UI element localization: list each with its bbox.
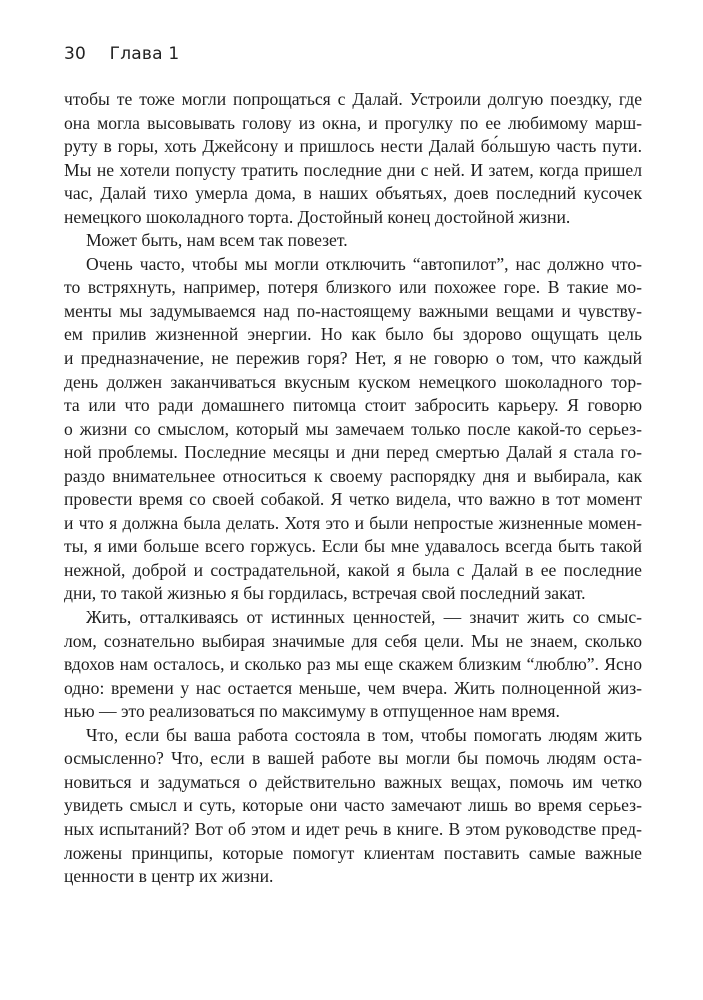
text-line: провести время со своей собакой. Я четко видела, что важно в тот момент — [64, 489, 642, 510]
page-number: 30 — [64, 44, 87, 64]
running-header — [64, 44, 179, 64]
text-line: ложены принципы, которые помогут клиентам поставить самые важные — [64, 842, 642, 863]
text-line: ценности в центр их жизни. — [64, 866, 274, 887]
text-line: нежной, доброй и сострадательной, какой я была с Далай в ее последние — [64, 559, 642, 580]
text-line: день должен заканчиваться вкусным куском немецкого шоколадного тор- — [64, 371, 642, 392]
text-line: час, Далай тихо умерла дома, в наших объятьях, доев последний кусочек — [64, 183, 642, 204]
text-line: руту в горы, хоть Джейсону и пришлось нести Далай бо́льшую часть пути. — [64, 136, 642, 157]
text-line: Мы не хотели попусту тратить последние дни с ней. И затем, когда пришел — [64, 159, 642, 180]
text-line: она могла высовывать голову из окна, и прогулку по ее любимому марш- — [64, 112, 642, 133]
text-line: одно: времени у нас остается меньше, чем вчера. Жить полноценной жиз- — [64, 677, 642, 698]
text-line: раздо внимательнее относиться к своему распорядку дня и выбирала, как — [64, 465, 642, 486]
chapter-title: Глава 1 — [109, 44, 180, 64]
paragraph — [64, 253, 642, 606]
text-line: Может быть, нам всем так повезет. — [86, 230, 348, 251]
text-line: ной проблемы. Последние месяцы и дни перед смертью Далай я стала го- — [64, 442, 642, 463]
text-line: менты мы задумываемся над по-настоящему важными вещами и чувству- — [64, 300, 642, 321]
text-line: нью — это реализоваться по максимуму в отпущенное нам время. — [64, 701, 560, 722]
text-line: Жить, отталкиваясь от истинных ценностей, — значит жить со смыс- — [86, 607, 642, 628]
text-line: Что, если бы ваша работа состояла в том, чтобы помогать людям жить — [86, 724, 642, 745]
text-line: осмысленно? Что, если в вашей работе вы могли бы помочь людям оста- — [64, 748, 642, 769]
paragraph — [64, 88, 642, 229]
text-line: о жизни со смыслом, который мы замечаем только после какой-то серьез- — [64, 418, 642, 439]
text-line: вдохов нам осталось, и сколько раз мы еще скажем близким “люблю”. Ясно — [64, 654, 642, 675]
text-line: немецкого шоколадного торта. Достойный конец достойной жизни. — [64, 206, 571, 227]
text-line: та или что ради домашнего питомца стоит забросить карьеру. Я говорю — [64, 395, 642, 416]
paragraph — [64, 229, 642, 253]
text-line: то встряхнуть, например, потеря близкого или похожее горе. В такие мо- — [64, 277, 642, 298]
text-line: и что я должна была делать. Хотя это и были непростые жизненные момен- — [64, 512, 642, 533]
body-text — [64, 88, 642, 889]
paragraph — [64, 606, 642, 724]
paragraph — [64, 724, 642, 889]
text-line: ты, я ими больше всего горжусь. Если бы мне удавалось всегда быть такой — [64, 536, 642, 557]
text-line: чтобы те тоже могли попрощаться с Далай. Устроили долгую поездку, где — [64, 89, 642, 109]
text-line: ем прилив жизненной энергии. Но как было бы здорово ощущать цель — [64, 324, 642, 345]
text-line: новиться и задуматься о действительно важных вещах, помочь им четко — [64, 771, 642, 792]
text-line: и предназначение, не пережив горя? Нет, я не говорю о том, что каждый — [64, 348, 642, 369]
text-line: дни, то такой жизнью я бы гордилась, встречая свой последний закат. — [64, 583, 586, 604]
text-line: ных испытаний? Вот об этом и идет речь в книге. В этом руководстве пред- — [64, 818, 642, 839]
text-line: увидеть смысл и суть, которые они часто замечают лишь во время серьез- — [64, 795, 642, 816]
text-line: лом, сознательно выбирая значимые для себя цели. Мы не знаем, сколько — [64, 630, 642, 651]
text-line: Очень часто, чтобы мы могли отключить “автопилот”, нас должно что- — [86, 253, 642, 274]
